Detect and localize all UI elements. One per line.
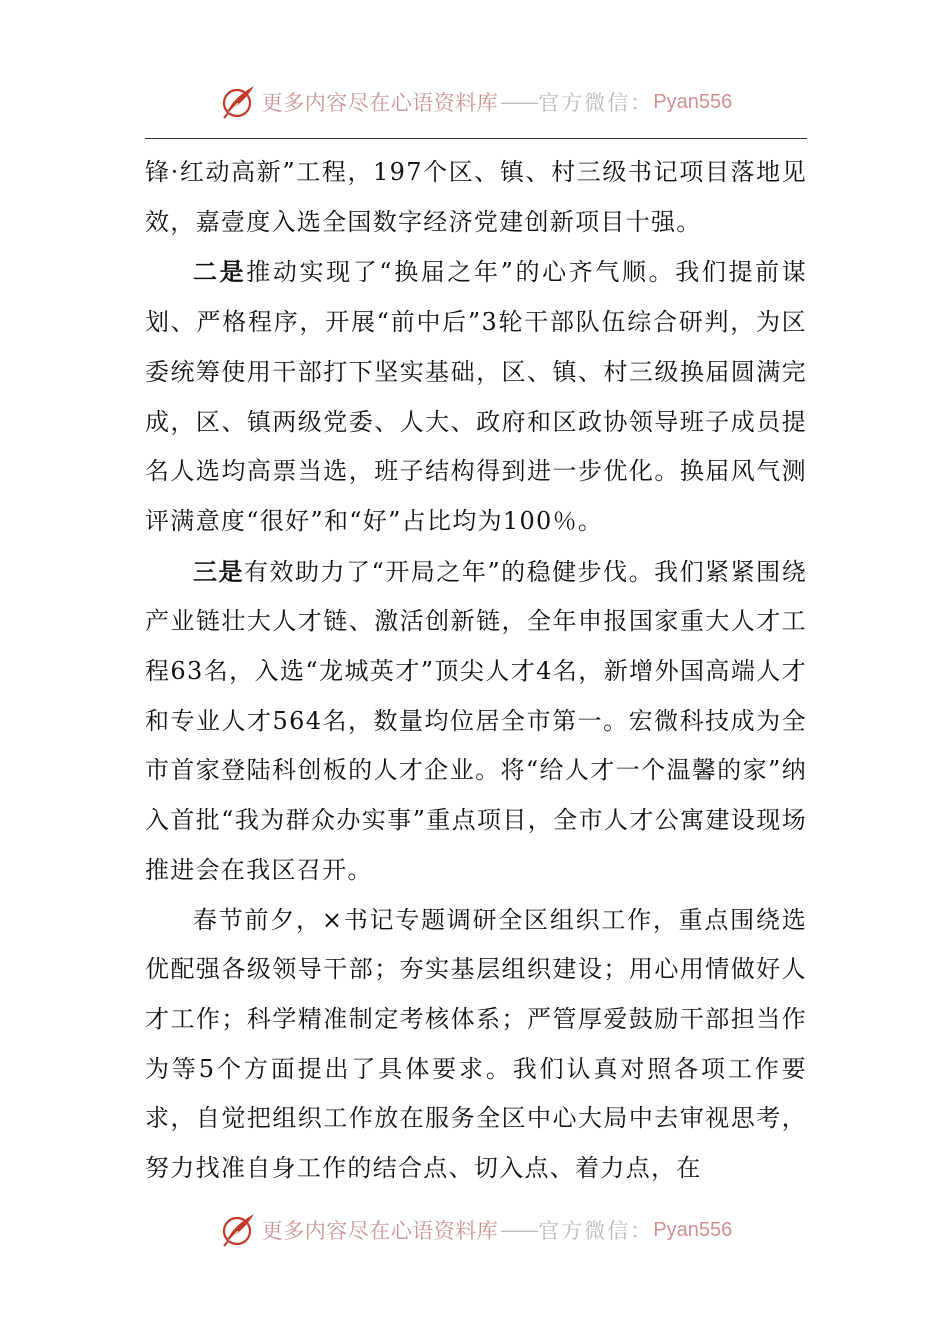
header-banner	[0, 80, 950, 124]
paragraph-2: 二是推动实现了“换届之年”的心齐气顺。我们提前谋划、严格程序，开展“前中后”3轮干部队伍综合研判，为区委统筹使用干部打下坚实基础，区、镇、村三级换届圆满完成，区、镇两级党委、人大、政府和区政协领导班子成员提名人选均高票当选，班子结构得到进一步优化。换届风气测评满意度“很好”和“好”占比均为100％。	[145, 257, 807, 535]
paragraph-2-lead: 二是	[193, 257, 247, 287]
document-body	[145, 148, 807, 1194]
banner-official-label: 官方微信：	[538, 91, 654, 115]
paragraph-3-lead: 三是	[193, 556, 245, 586]
banner-dash: ——	[500, 90, 537, 114]
paragraph-1: 锋·红动高新”工程，197个区、镇、村三级书记项目落地见效，嘉壹度入选全国数字经济党建创新项目十强。	[145, 158, 807, 236]
quill-logo-icon	[218, 82, 258, 122]
footer-wechat-id: Pyan556	[653, 1218, 733, 1241]
footer-official-label: 官方微信：	[538, 1219, 654, 1243]
paragraph-3: 三是有效助力了“开局之年”的稳健步伐。我们紧紧围绕产业链壮大人才链、激活创新链，全年申报国家重大人才工程63名，入选“龙城英才”顶尖人才4名，新增外国高端人才和专业人才564名，数量均位居全市第一。宏微科技成为全市首家登陆科创板的人才企业。将“给人才一个温馨的家”纳入首批“我为群众办实事”重点项目，全市人才公寓建设现场推进会在我区召开。	[145, 556, 807, 884]
footer-banner	[0, 1208, 950, 1252]
footer-dash: ——	[500, 1218, 537, 1242]
banner-wechat-id: Pyan556	[653, 90, 733, 113]
quill-logo-icon	[218, 1210, 258, 1250]
header-divider	[145, 138, 807, 139]
banner-lead-text: 更多内容尽在心语资料库	[261, 91, 499, 115]
paragraph-4: 春节前夕，×书记专题调研全区组织工作，重点围绕选优配强各级领导干部；夯实基层组织建设；用心用情做好人才工作；科学精准制定考核体系；严管厚爱鼓励干部担当作为等5个方面提出了具体要求。我们认真对照各项工作要求，自觉把组织工作放在服务全区中心大局中去审视思考，努力找准自身工作的结合点、切入点、着力点，在	[145, 905, 807, 1183]
footer-lead-text: 更多内容尽在心语资料库	[261, 1219, 499, 1243]
